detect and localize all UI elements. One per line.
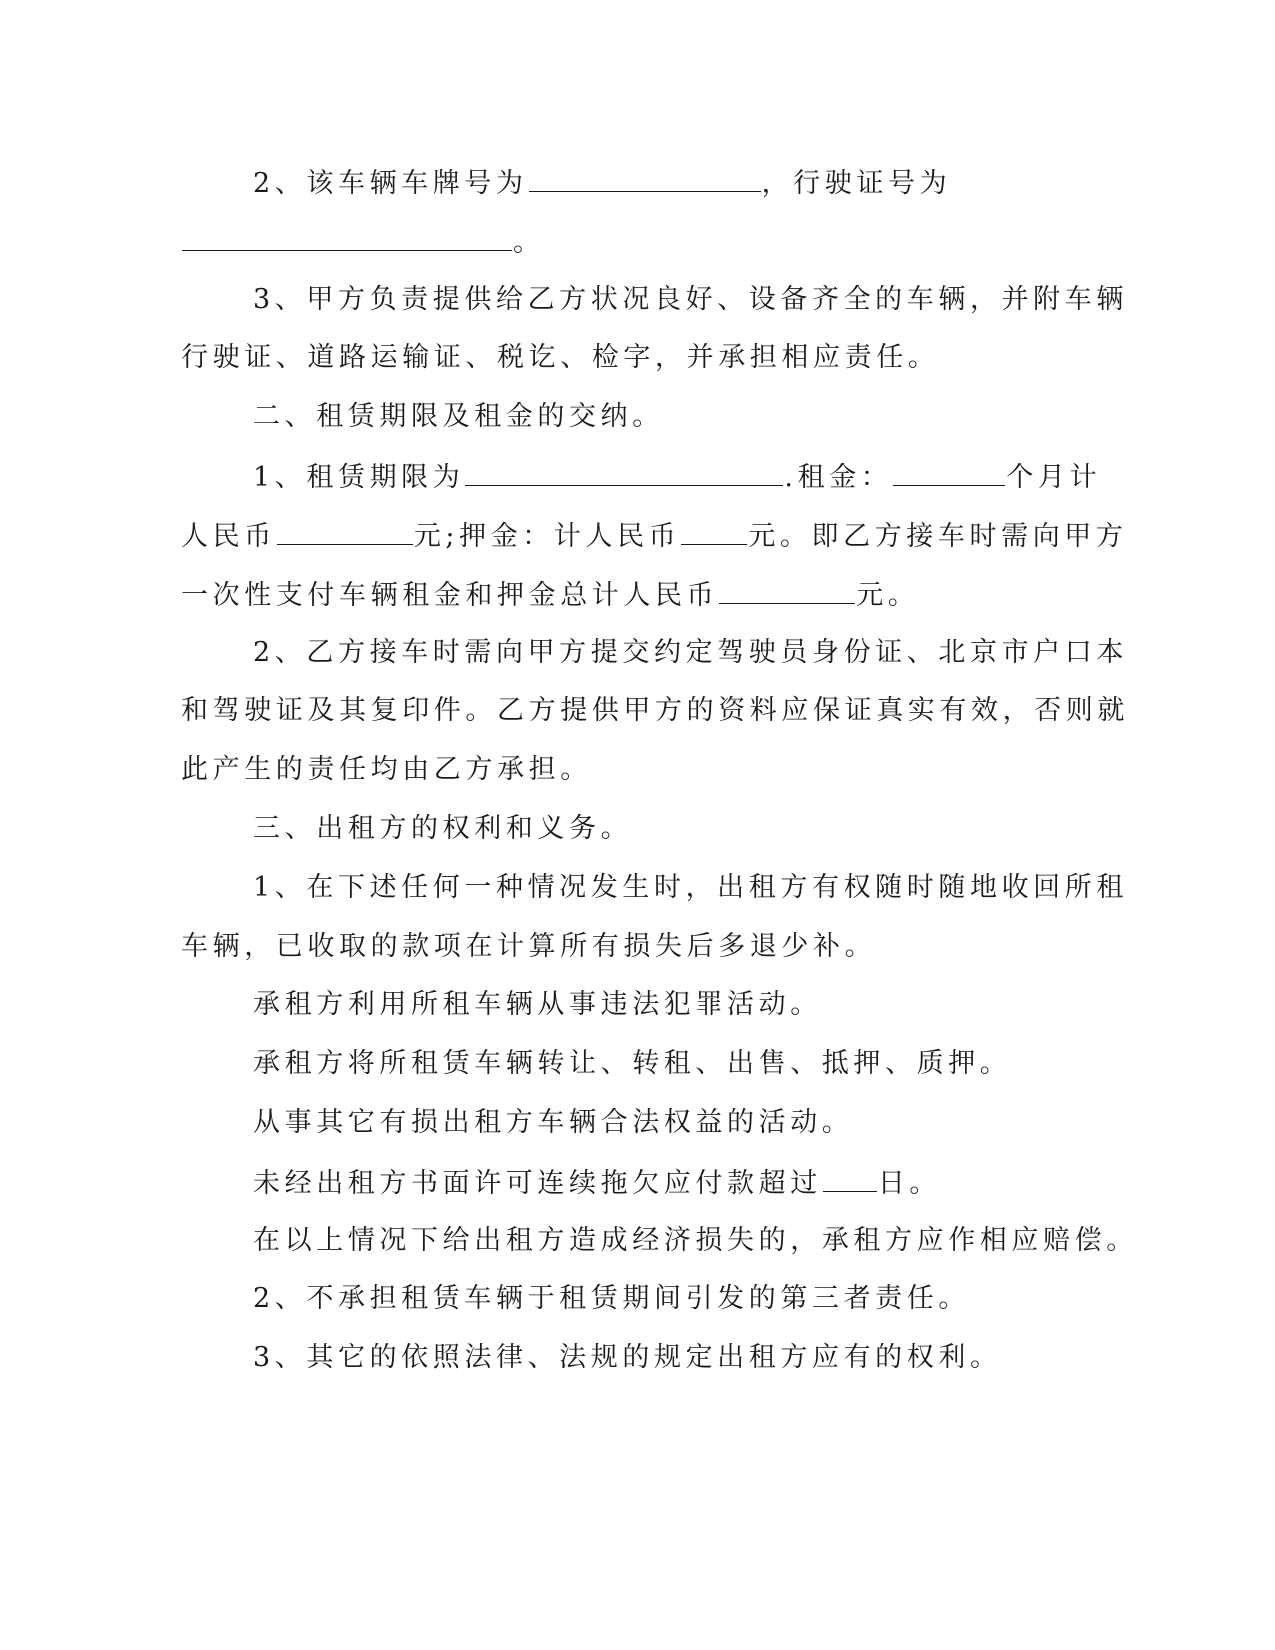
paragraph-line [181,753,1061,787]
text-segment: 此产生的责任均由乙方承担。 [181,754,592,785]
paragraph-line [253,1106,1133,1140]
paragraph-line [253,283,1133,317]
paragraph-line [253,636,1133,670]
text-segment: 三、出租方的权利和义务。 [253,813,633,844]
text-segment: 元;押金：计人民币 [413,521,681,552]
fill-in-blank-months [893,459,1005,486]
fill-in-blank-license-number [182,224,512,251]
fill-in-blank-plate-number [529,165,761,192]
text-segment: 2、乙方接车时需向甲方提交约定驾驶员身份证、北京市户口本 [253,637,1128,668]
text-segment: 从事其它有损出租方车辆合法权益的活动。 [253,1107,854,1138]
paragraph-line [253,1341,1133,1375]
paragraph-line [181,224,1061,260]
paragraph-line [253,1165,1133,1201]
paragraph-line [253,1224,1138,1258]
paragraph-line [181,341,1061,375]
text-segment: 。 [513,227,545,258]
fill-in-blank-rent-amount [277,518,413,545]
paragraph-line [181,518,1128,554]
text-segment: 元。 [856,580,920,611]
text-segment: 未经出租方书面许可连续拖欠应付款超过 [253,1168,822,1199]
text-segment: 行驶证、道路运输证、税讫、检字，并承担相应责任。 [181,342,940,373]
fill-in-blank-total-amount [719,577,855,604]
fill-in-blank-days [823,1165,877,1192]
text-segment: 日。 [877,1168,942,1199]
paragraph-line [181,694,1129,728]
text-segment: ，行驶证号为 [761,168,952,199]
text-segment: 一次性支付车辆租金和押金总计人民币 [181,580,719,611]
paragraph-line [253,871,1133,905]
text-segment: 2、不承担租赁车辆于租赁期间引发的第三者责任。 [253,1283,970,1314]
fill-in-blank-deposit-amount [681,518,747,545]
text-segment: 二、租赁期限及租金的交纳。 [253,401,664,432]
text-segment: 人民币 [181,521,276,552]
paragraph-line [181,577,1061,613]
paragraph-line [253,988,1133,1022]
section-heading [253,400,1133,434]
text-segment: 和驾驶证及其复印件。乙方提供甲方的资料应保证真实有效，否则就 [181,695,1129,726]
text-segment: 在以上情况下给出租方造成经济损失的，承租方应作相应赔偿。 [253,1225,1138,1256]
text-segment: 元。即乙方接车时需向甲方 [748,521,1128,552]
text-segment: 2、该车辆车牌号为 [253,168,528,199]
paragraph-line [253,165,1133,201]
fill-in-blank-lease-term [465,459,783,486]
text-segment: .租金： [784,462,893,493]
text-segment: 承租方利用所租车辆从事违法犯罪活动。 [253,989,822,1020]
paragraph-line [181,930,1061,964]
text-segment: 个月计 [1006,462,1102,493]
text-segment: 车辆，已收取的款项在计算所有损失后多退少补。 [181,931,877,962]
text-segment: 承租方将所租赁车辆转让、转租、出售、抵押、质押。 [253,1048,1012,1079]
text-segment: 3、其它的依照法律、法规的规定出租方应有的权利。 [253,1342,1002,1373]
paragraph-line [253,1047,1133,1081]
paragraph-line [253,1282,1133,1316]
text-segment: 3、甲方负责提供给乙方状况良好、设备齐全的车辆，并附车辆 [253,284,1128,315]
text-segment: 1、租赁期限为 [253,462,465,493]
paragraph-line [253,459,1133,495]
section-heading [253,812,1133,846]
text-segment: 1、在下述任何一种情况发生时，出租方有权随时随地收回所租 [253,872,1128,903]
